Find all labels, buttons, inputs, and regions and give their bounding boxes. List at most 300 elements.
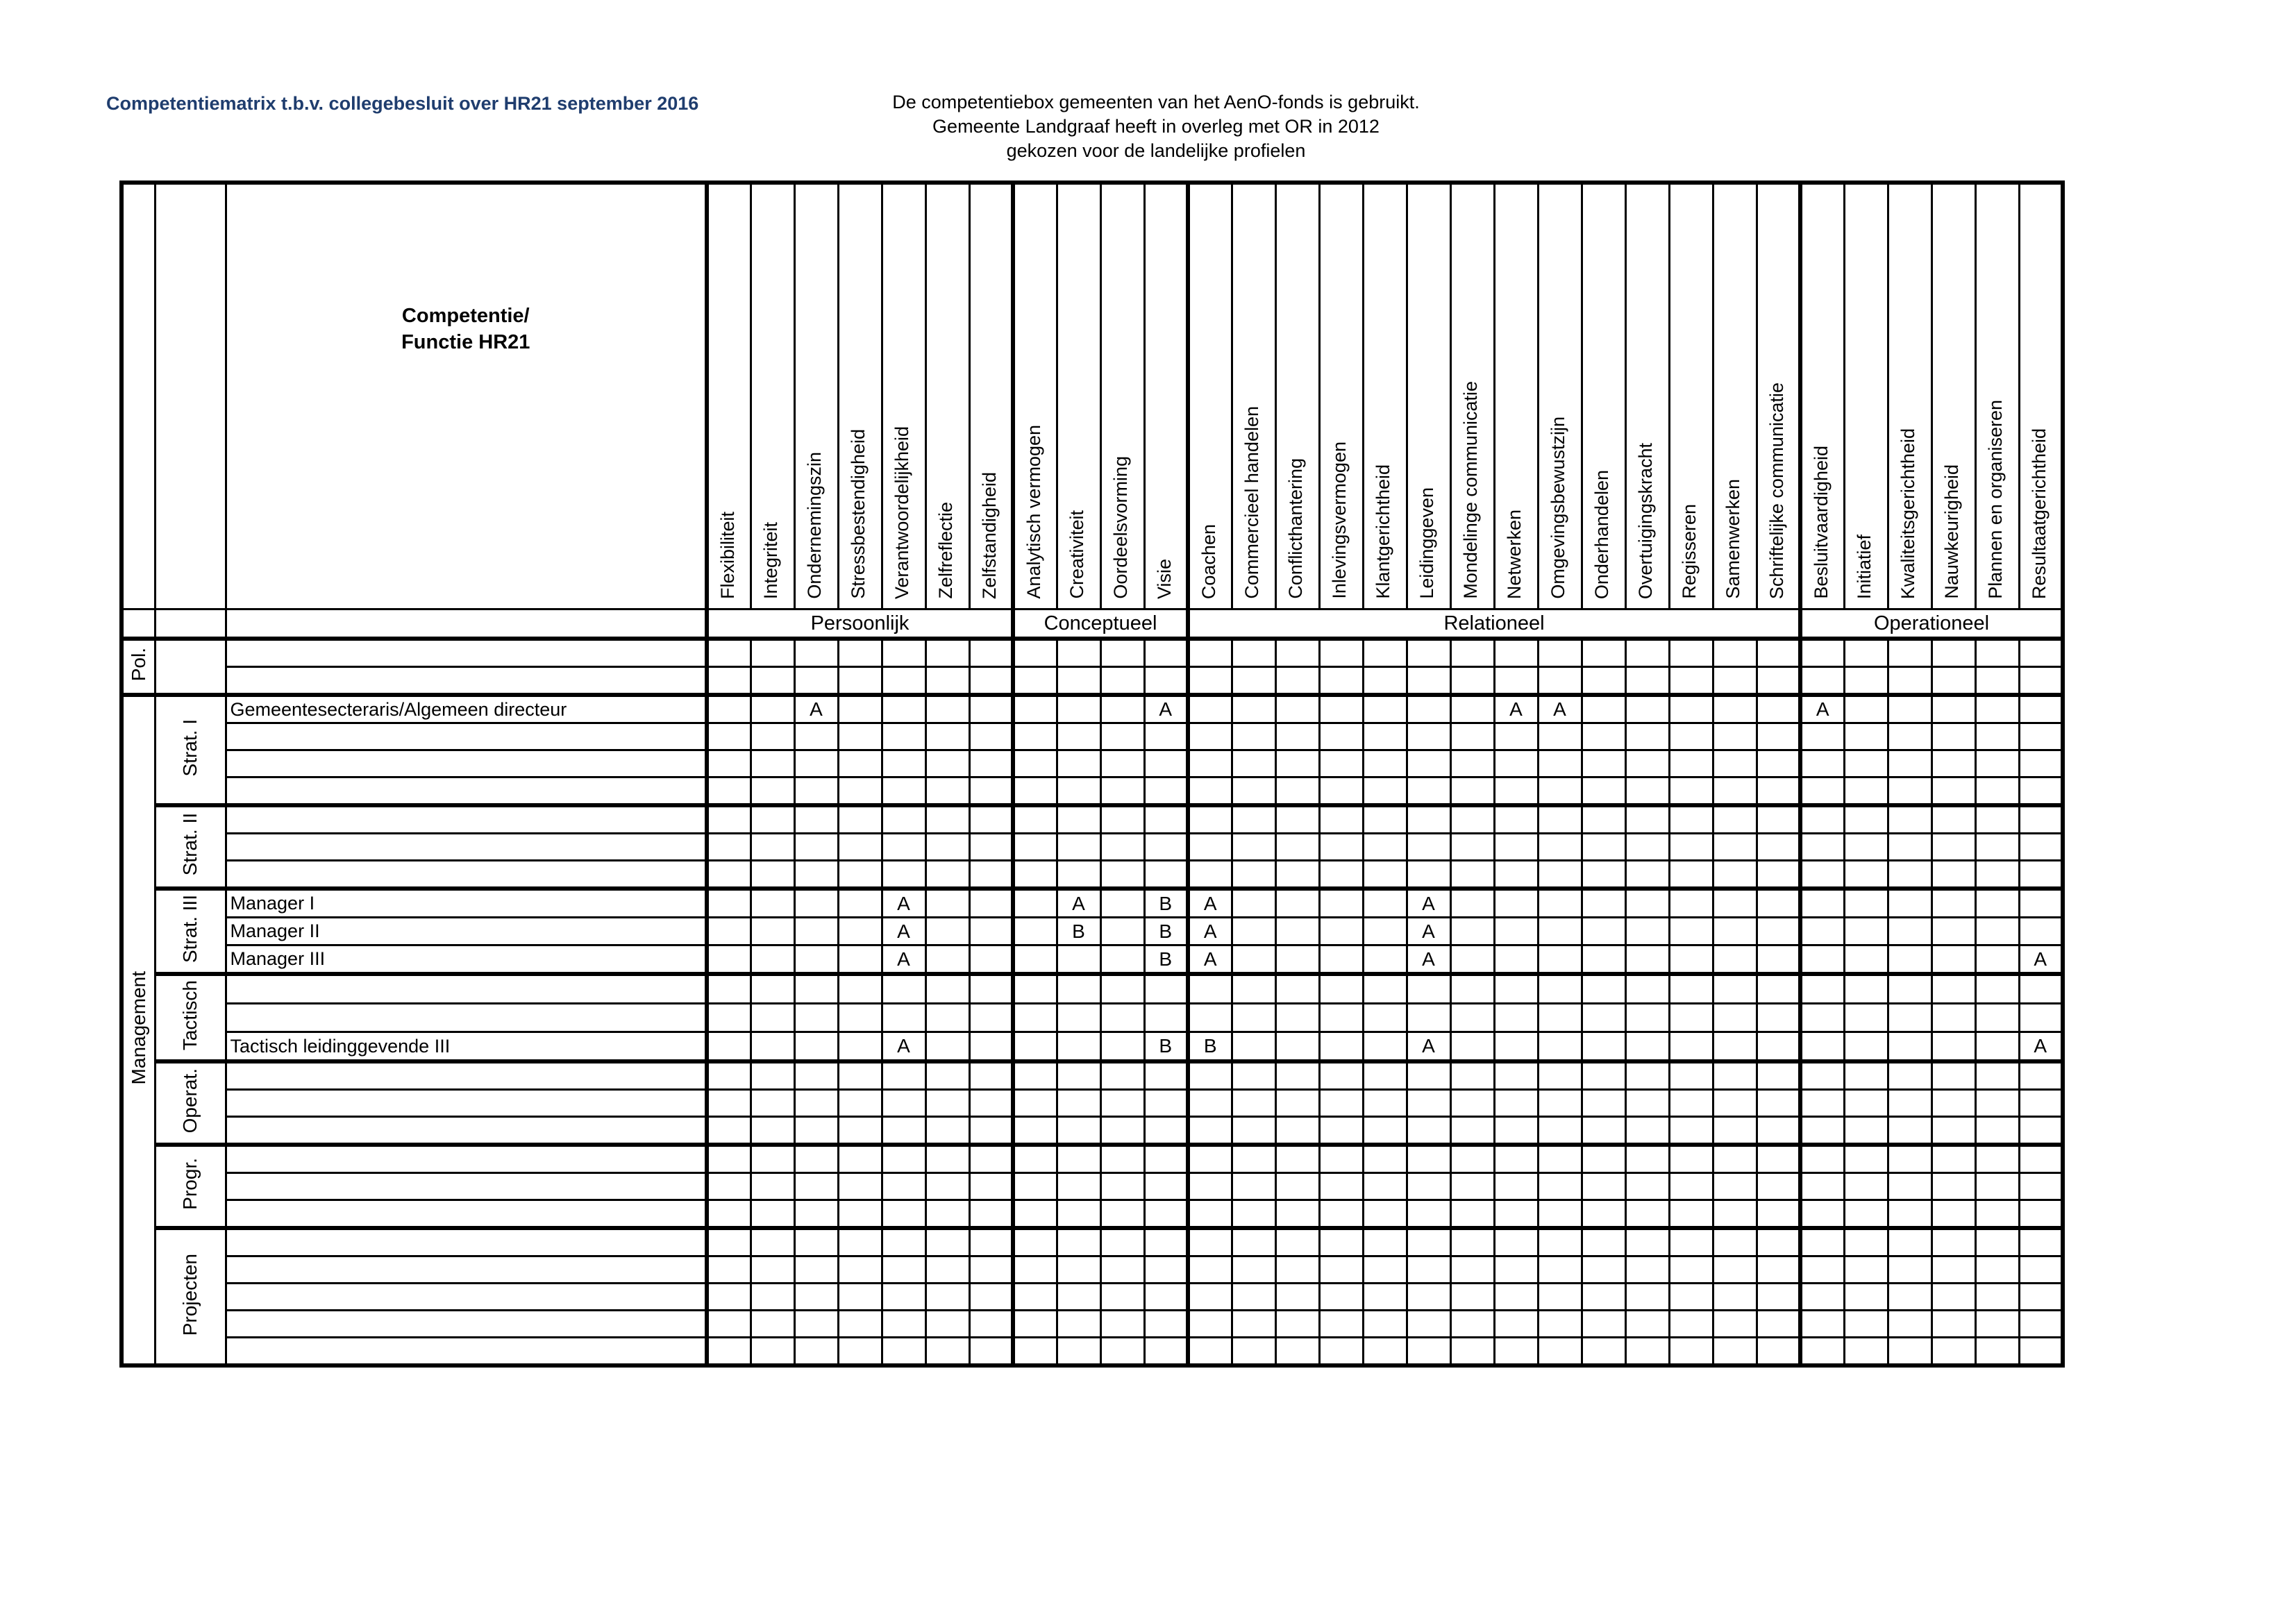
subgroup-label-cell [155, 1145, 226, 1228]
score-cell [1144, 1117, 1188, 1145]
table-row [121, 834, 2063, 861]
score-cell [1013, 1032, 1057, 1062]
function-name [226, 1173, 707, 1200]
score-cell [925, 945, 969, 975]
score-cell [1975, 1004, 2019, 1032]
score-cell [1450, 974, 1494, 1004]
score-cell [1319, 723, 1363, 750]
score-cell [1625, 945, 1669, 975]
score-cell [1275, 667, 1319, 696]
score-cell [1844, 1338, 1888, 1366]
score-cell [1363, 1004, 1407, 1032]
score-cell [882, 1061, 925, 1090]
score-cell [1057, 1004, 1100, 1032]
score-cell [838, 639, 882, 667]
score-cell [838, 861, 882, 889]
score-cell [1582, 805, 1625, 834]
function-name [226, 1061, 707, 1090]
score-cell [1450, 1311, 1494, 1338]
competency-label: Stressbestendigheid [847, 429, 869, 599]
score-cell [1625, 1284, 1669, 1311]
score-cell [1757, 974, 1800, 1004]
score-cell [1932, 834, 1975, 861]
competency-label: Onderhandelen [1591, 469, 1612, 599]
score-cell [1582, 1200, 1625, 1229]
score-cell [1494, 918, 1538, 945]
score-cell [707, 1284, 751, 1311]
score-cell [969, 945, 1013, 975]
score-cell [1625, 667, 1669, 696]
score-cell [1757, 945, 1800, 975]
competency-label: Verantwoordelijkheid [891, 426, 912, 599]
category-label: Conceptueel [1013, 609, 1188, 639]
score-cell [1100, 1117, 1144, 1145]
score-cell [1888, 861, 1932, 889]
score-cell [1144, 667, 1188, 696]
score-cell [1057, 723, 1100, 750]
score-cell [1932, 918, 1975, 945]
score-cell [925, 1200, 969, 1229]
score-cell [838, 750, 882, 777]
score-cell [1625, 918, 1669, 945]
score-cell [1538, 1117, 1582, 1145]
score-cell [1144, 1004, 1188, 1032]
score-cell [1232, 695, 1275, 723]
score-cell [1013, 805, 1057, 834]
score-cell [794, 1200, 838, 1229]
score-cell [1275, 777, 1319, 806]
matrix-heading [226, 183, 707, 609]
score-cell [1319, 974, 1363, 1004]
score-cell [1757, 861, 1800, 889]
score-cell [1713, 1004, 1757, 1032]
score-cell [1582, 945, 1625, 975]
score-cell [1100, 861, 1144, 889]
score-cell [882, 777, 925, 806]
score-cell [1932, 1145, 1975, 1173]
score-cell: B [1144, 889, 1188, 918]
score-cell [1057, 805, 1100, 834]
score-cell [1188, 1228, 1232, 1256]
score-cell [969, 695, 1013, 723]
score-cell [751, 805, 794, 834]
score-cell [1844, 777, 1888, 806]
score-cell [925, 639, 969, 667]
score-cell [1669, 1061, 1713, 1090]
score-cell [1275, 1284, 1319, 1311]
score-cell [969, 1145, 1013, 1173]
score-cell [1625, 723, 1669, 750]
score-cell [1407, 834, 1450, 861]
score-cell [1319, 889, 1363, 918]
score-cell [1100, 974, 1144, 1004]
score-cell [1800, 1311, 1844, 1338]
score-cell [1538, 805, 1582, 834]
score-cell [838, 1256, 882, 1284]
score-cell [925, 974, 969, 1004]
score-cell [1888, 1228, 1932, 1256]
score-cell [1188, 1200, 1232, 1229]
score-cell [882, 1200, 925, 1229]
score-cell [1013, 1228, 1057, 1256]
score-cell [794, 945, 838, 975]
function-name [226, 1338, 707, 1366]
score-cell [925, 777, 969, 806]
score-cell [969, 1173, 1013, 1200]
score-cell [1844, 667, 1888, 696]
score-cell [1013, 861, 1057, 889]
score-cell [751, 945, 794, 975]
competency-label: Visie [1153, 558, 1175, 599]
score-cell [1800, 1145, 1844, 1173]
score-cell [925, 1338, 969, 1366]
score-cell [1319, 1173, 1363, 1200]
function-name [226, 1200, 707, 1229]
score-cell [1932, 1284, 1975, 1311]
score-cell [1275, 918, 1319, 945]
score-cell [1888, 945, 1932, 975]
score-cell [707, 1004, 751, 1032]
score-cell [1319, 1200, 1363, 1229]
score-cell [1800, 1061, 1844, 1090]
score-cell [1625, 1061, 1669, 1090]
score-cell [1669, 723, 1713, 750]
score-cell [1013, 695, 1057, 723]
function-name [226, 667, 707, 696]
score-cell [1800, 1338, 1844, 1366]
subgroup-label-cell [155, 1061, 226, 1145]
score-cell [751, 861, 794, 889]
score-cell [1363, 1284, 1407, 1311]
score-cell [1013, 1117, 1057, 1145]
score-cell [1713, 1032, 1757, 1062]
score-cell [1669, 805, 1713, 834]
score-cell [1232, 1117, 1275, 1145]
score-cell [1932, 1311, 1975, 1338]
score-cell [1757, 1032, 1800, 1062]
competency-header [1407, 183, 1450, 609]
score-cell [1582, 1145, 1625, 1173]
score-cell [1800, 805, 1844, 834]
score-cell [707, 1032, 751, 1062]
score-cell [751, 1311, 794, 1338]
score-cell [1932, 1032, 1975, 1062]
score-cell [1144, 750, 1188, 777]
score-cell [1800, 667, 1844, 696]
score-cell [1100, 639, 1144, 667]
score-cell [1669, 1032, 1713, 1062]
subgroup-label: Operat. [179, 1068, 201, 1134]
score-cell [1363, 974, 1407, 1004]
score-cell [751, 639, 794, 667]
score-cell [1232, 1256, 1275, 1284]
score-cell [1450, 1090, 1494, 1117]
score-cell [1013, 918, 1057, 945]
score-cell [1582, 1061, 1625, 1090]
score-cell [1669, 1200, 1713, 1229]
competency-header [1494, 183, 1538, 609]
score-cell [2019, 918, 2063, 945]
score-cell [1800, 723, 1844, 750]
score-cell [1669, 667, 1713, 696]
empty-cell [226, 609, 707, 639]
competency-label: Netwerken [1503, 509, 1525, 599]
score-cell [1407, 750, 1450, 777]
competency-header [751, 183, 794, 609]
score-cell [1844, 1311, 1888, 1338]
score-cell [1363, 1311, 1407, 1338]
competency-header [1538, 183, 1582, 609]
score-cell [1932, 945, 1975, 975]
competency-label: Conflicthantering [1284, 458, 1306, 599]
score-cell [1757, 1004, 1800, 1032]
competency-label: Mondelinge communicatie [1459, 381, 1481, 599]
score-cell [1800, 861, 1844, 889]
score-cell [1013, 974, 1057, 1004]
competency-header [1363, 183, 1407, 609]
competency-header [1582, 183, 1625, 609]
score-cell [2019, 639, 2063, 667]
score-cell [925, 667, 969, 696]
score-cell [1100, 1228, 1144, 1256]
score-cell [1013, 889, 1057, 918]
score-cell [1319, 667, 1363, 696]
score-cell [1450, 750, 1494, 777]
competency-label: Flexibiliteit [717, 511, 738, 599]
score-cell [1713, 1256, 1757, 1284]
score-cell [2019, 889, 2063, 918]
score-cell [1188, 1117, 1232, 1145]
score-cell [1450, 639, 1494, 667]
score-cell [1407, 1228, 1450, 1256]
score-cell [1669, 1256, 1713, 1284]
score-cell [1625, 1117, 1669, 1145]
score-cell [1363, 723, 1407, 750]
score-cell [1669, 918, 1713, 945]
score-cell [838, 1284, 882, 1311]
score-cell [882, 1145, 925, 1173]
empty-cell [155, 609, 226, 639]
score-cell [1144, 1256, 1188, 1284]
score-cell: A [1494, 695, 1538, 723]
score-cell: B [1057, 918, 1100, 945]
score-cell [1975, 889, 2019, 918]
score-cell [794, 1061, 838, 1090]
score-cell [1057, 695, 1100, 723]
score-cell [1888, 695, 1932, 723]
score-cell [1888, 974, 1932, 1004]
function-name [226, 1004, 707, 1032]
score-cell [1582, 1338, 1625, 1366]
competency-label: Schriftelijke communicatie [1766, 382, 1787, 599]
score-cell [882, 1228, 925, 1256]
score-cell [751, 834, 794, 861]
competency-header [794, 183, 838, 609]
score-cell [751, 1117, 794, 1145]
competency-matrix [119, 180, 2065, 1368]
score-cell [1713, 974, 1757, 1004]
table-row [121, 750, 2063, 777]
function-name [226, 1090, 707, 1117]
score-cell [1188, 1061, 1232, 1090]
score-cell [1932, 1256, 1975, 1284]
score-cell [1844, 1284, 1888, 1311]
function-name [226, 1228, 707, 1256]
table-row [121, 777, 2063, 806]
score-cell [969, 834, 1013, 861]
score-cell [1232, 1032, 1275, 1062]
competency-header [882, 183, 925, 609]
score-cell [882, 667, 925, 696]
score-cell [1319, 639, 1363, 667]
score-cell [1407, 974, 1450, 1004]
score-cell [1757, 1311, 1800, 1338]
score-cell [1100, 834, 1144, 861]
subgroup-label: Strat. III [179, 895, 201, 964]
score-cell [969, 1338, 1013, 1366]
score-cell [1975, 1284, 2019, 1311]
score-cell [1013, 1284, 1057, 1311]
score-cell [2019, 1200, 2063, 1229]
score-cell: A [882, 945, 925, 975]
competency-header [1275, 183, 1319, 609]
score-cell [1450, 834, 1494, 861]
score-cell [1450, 861, 1494, 889]
score-cell [1625, 805, 1669, 834]
table-row [121, 1173, 2063, 1200]
table-row [121, 1256, 2063, 1284]
score-cell [1057, 1061, 1100, 1090]
score-cell [1582, 1032, 1625, 1062]
score-cell [1757, 639, 1800, 667]
score-cell [1275, 695, 1319, 723]
score-cell [794, 889, 838, 918]
score-cell [1232, 1145, 1275, 1173]
score-cell [1232, 1173, 1275, 1200]
score-cell [1013, 639, 1057, 667]
score-cell [1232, 1311, 1275, 1338]
heading-line: Functie HR21 [401, 331, 530, 353]
score-cell [751, 667, 794, 696]
competency-label: Plannen en organiseren [1984, 400, 2006, 599]
score-cell [1844, 834, 1888, 861]
score-cell [1844, 1256, 1888, 1284]
score-cell [1188, 723, 1232, 750]
score-cell [1494, 889, 1538, 918]
score-cell [1888, 750, 1932, 777]
table-row [121, 1284, 2063, 1311]
score-cell [969, 918, 1013, 945]
score-cell [1319, 750, 1363, 777]
score-cell [1713, 750, 1757, 777]
score-cell [1188, 805, 1232, 834]
score-cell [1888, 1061, 1932, 1090]
score-cell [1188, 750, 1232, 777]
score-cell [1319, 1311, 1363, 1338]
score-cell [1975, 1090, 2019, 1117]
table-row [121, 1090, 2063, 1117]
score-cell [1800, 1090, 1844, 1117]
competency-header [1932, 183, 1975, 609]
score-cell [925, 1173, 969, 1200]
score-cell [1625, 750, 1669, 777]
score-cell [1713, 695, 1757, 723]
score-cell [1275, 723, 1319, 750]
score-cell [1407, 805, 1450, 834]
score-cell [1582, 695, 1625, 723]
score-cell [2019, 667, 2063, 696]
score-cell [1669, 889, 1713, 918]
score-cell [1975, 1145, 2019, 1173]
score-cell [1669, 861, 1713, 889]
score-cell [1975, 834, 2019, 861]
score-cell [1188, 834, 1232, 861]
score-cell [707, 1200, 751, 1229]
function-name: Manager III [226, 945, 707, 975]
score-cell [1100, 1145, 1144, 1173]
score-cell [882, 695, 925, 723]
score-cell [1494, 639, 1538, 667]
score-cell [1275, 805, 1319, 834]
score-cell [2019, 723, 2063, 750]
score-cell [1275, 1200, 1319, 1229]
score-cell [1013, 1173, 1057, 1200]
function-name [226, 834, 707, 861]
subgroup-label-cell [155, 1228, 226, 1365]
score-cell [882, 805, 925, 834]
score-cell [838, 667, 882, 696]
score-cell [1932, 1200, 1975, 1229]
score-cell [1232, 639, 1275, 667]
score-cell [1888, 1256, 1932, 1284]
score-cell [751, 918, 794, 945]
score-cell [1800, 974, 1844, 1004]
score-cell [1932, 974, 1975, 1004]
score-cell [1494, 1338, 1538, 1366]
score-cell [1538, 918, 1582, 945]
score-cell [1757, 1256, 1800, 1284]
score-cell [1013, 1061, 1057, 1090]
score-cell [1363, 1173, 1407, 1200]
score-cell [1494, 834, 1538, 861]
score-cell [1975, 695, 2019, 723]
score-cell [1844, 1228, 1888, 1256]
score-cell [925, 750, 969, 777]
table-row [121, 695, 2063, 723]
score-cell [882, 834, 925, 861]
score-cell [1713, 861, 1757, 889]
score-cell [1100, 1338, 1144, 1366]
score-cell [1888, 1311, 1932, 1338]
score-cell [1057, 861, 1100, 889]
score-cell [1319, 1090, 1363, 1117]
score-cell [1669, 1145, 1713, 1173]
score-cell [1188, 695, 1232, 723]
score-cell [1625, 639, 1669, 667]
score-cell [794, 1117, 838, 1145]
score-cell [1538, 1090, 1582, 1117]
score-cell [1975, 1032, 2019, 1062]
score-cell [1582, 918, 1625, 945]
score-cell [1057, 1311, 1100, 1338]
score-cell [1582, 834, 1625, 861]
score-cell [1757, 918, 1800, 945]
subgroup-label: Strat. I [179, 718, 201, 777]
score-cell [1669, 1311, 1713, 1338]
score-cell: A [1407, 918, 1450, 945]
score-cell [1494, 667, 1538, 696]
score-cell [1669, 1004, 1713, 1032]
